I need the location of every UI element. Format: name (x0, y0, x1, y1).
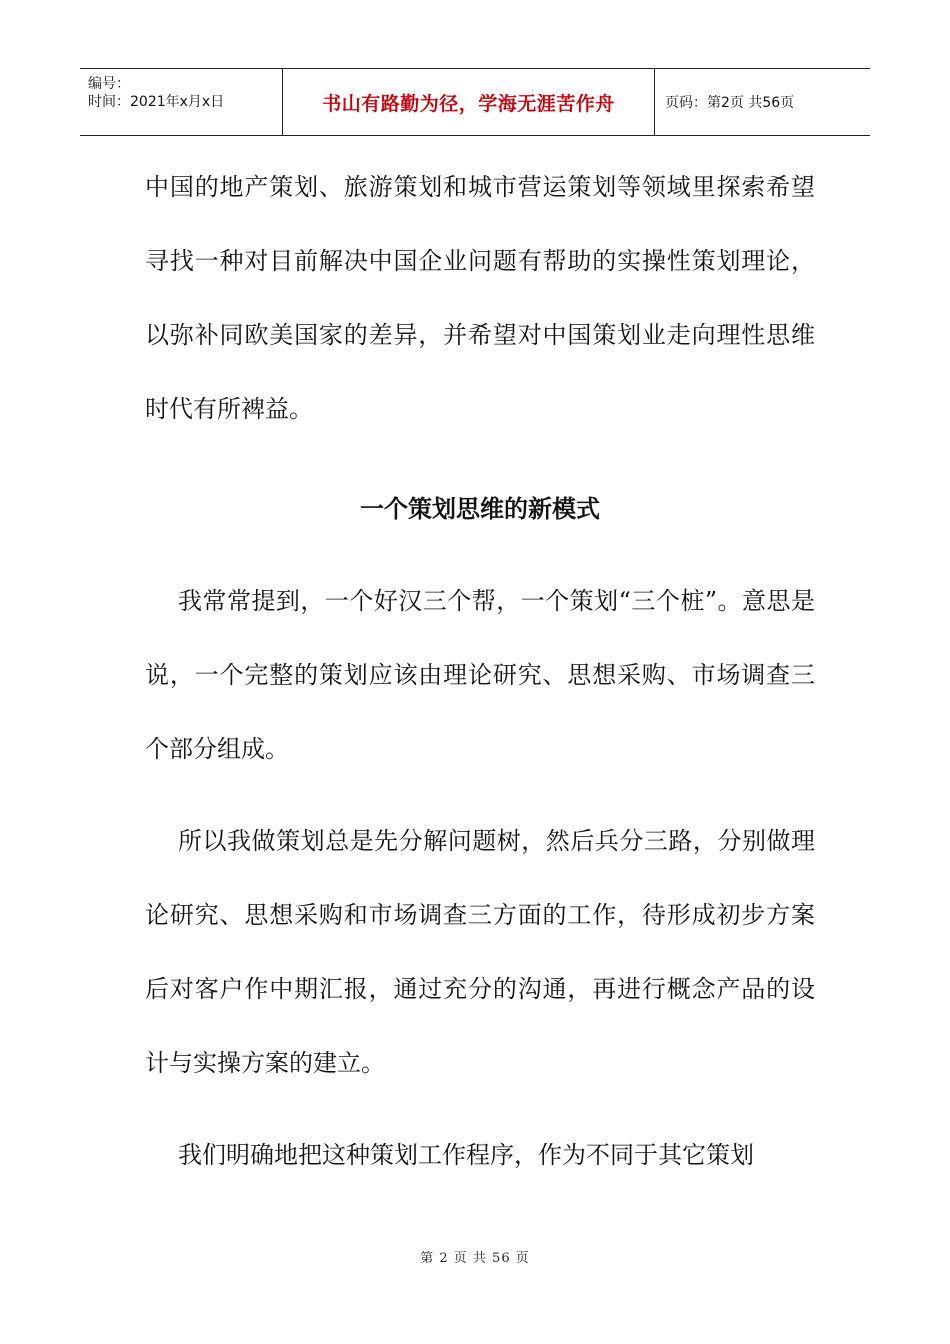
document-date-label: 时间：2021年x月x日 (88, 94, 225, 110)
paragraph: 我常常提到，一个好汉三个帮，一个策划“三个桩”。意思是说，一个完整的策划应该由理论研究、思想采购、市场调查三个部分组成。 (145, 587, 815, 763)
header-motto: 书山有路勤为径，学海无涯苦作舟 (282, 69, 655, 135)
document-body (145, 150, 815, 1192)
header-page-info: 页码：第2页 共56页 (665, 95, 795, 111)
section-heading: 一个策划思维的新模式 (360, 495, 600, 523)
page-footer: 第 2 页 共 56 页 (420, 1251, 530, 1266)
document-number-label: 编号： (88, 76, 130, 92)
header-meta (80, 69, 282, 135)
paragraph-continuation: 中国的地产策划、旅游策划和城市营运策划等领域里探索希望寻找一种对目前解决中国企业问题有帮助的实操性策划理论，以弥补同欧美国家的差异，并希望对中国策划业走向理性思维时代有所裨益。 (145, 173, 815, 423)
paragraph: 我们明确地把这种策划工作程序，作为不同于其它策划 (178, 1141, 754, 1169)
paragraph: 所以我做策划总是先分解问题树，然后兵分三路，分别做理论研究、思想采购和市场调查三方面的工作，待形成初步方案后对客户作中期汇报，通过充分的沟通，再进行概念产品的设计与实操方案的建立。 (145, 827, 815, 1077)
page-header (80, 68, 870, 136)
